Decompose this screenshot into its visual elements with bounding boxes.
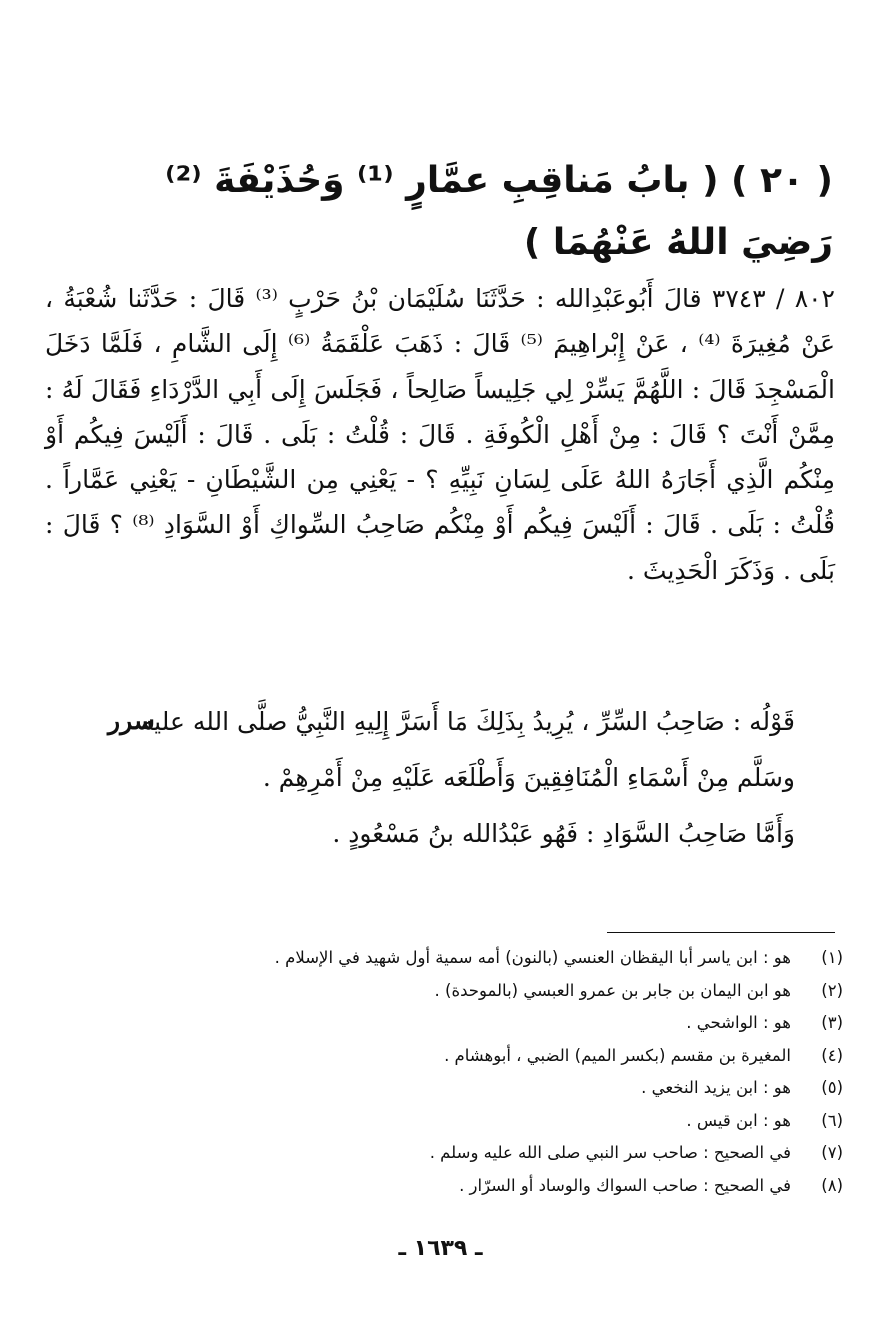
footnote <box>123 942 843 975</box>
footnote-number: (٨) <box>821 1175 843 1195</box>
footnote-number: (٧) <box>821 1143 843 1162</box>
footnote-number: (١) <box>821 948 843 967</box>
footnote-number: (٥) <box>821 1078 843 1097</box>
chapter-heading: ( ٢٠ ) ( بابُ مَناقِبِ عمَّارٍ ⁽¹⁾ وَحُذَيْفَةَ ⁽²⁾ رَضِيَ اللهُ عَنْهُمَا ) <box>165 160 833 263</box>
commentary <box>135 694 835 862</box>
commentary-line-2: وَأَمَّا صَاحِبُ السَّوَادِ : فَهُو عَبْدُالله بنُ مَسْعُودٍ . <box>332 819 795 848</box>
commentary-line-1: قَوْلُه : صَاحِبُ السِّرِّ ، يُرِيدُ بِذَلِكَ مَا أَسَرَّ إِلِيهِ النَّبِيُّ صلَّى الله عليه وسَلَّم مِنْ أَسْمَاءِ الْمُنَافِقِينَ وَأَطْلَعَه عَلَيْهِ مِنْ أَمْرِهِمْ . <box>140 707 795 792</box>
footnote-number: (٣) <box>821 1013 843 1032</box>
footnote-text: هو : ابن قيس . <box>686 1110 791 1130</box>
footnote-text: هو : ابن يزيد النخعي . <box>641 1078 791 1097</box>
page-number: ـ ١٦٣٩ ـ <box>398 1236 483 1261</box>
footnote-text: في الصحيح : صاحب السواك والوساد أو السرّار . <box>459 1175 791 1195</box>
footnote-text: المغيرة بن مقسم (بكسر الميم) الضبي ، أبوهشام . <box>444 1045 791 1065</box>
footnote-text: هو : الواشحي . <box>686 1013 791 1032</box>
footnote-number: (٤) <box>821 1045 843 1065</box>
footnotes <box>123 942 843 1202</box>
footnote <box>123 1072 843 1105</box>
hadith-text: ٨٠٢ / ٣٧٤٣ قالَ أَبُوعَبْدِالله : حَدَّثَنَا سُلَيْمَان بْنُ حَرْبٍ ⁽³⁾ قَالَ : حَدَّثَنا شُعْبَةُ ، عَنْ مُغِيرَةَ ⁽⁴⁾ ، عَنْ إِبْراهِيمَ ⁽⁵⁾ قَالَ : ذَهَبَ عَلْقَمَةُ ⁽⁶⁾ إِلَى الشَّامِ ، فَلَمَّا دَخَلَ الْمَسْجِدَ قَالَ : اللَّهُمَّ يَسِّرْ لِي جَلِيساً صَالِحاً ، فَجَلَسَ إِلَى أَبِي الدَّرْدَاءِ فَقَالَ لَهُ : مِمَّنْ أَنْتَ ؟ قَالَ : مِنْ أَهْلِ الْكُوفَةِ . قَالَ : قُلْتُ : بَلَى . قَالَ : أَلَيْسَ فِيكُم أَوْ مِنْكُم الَّذِي أَجَارَهُ اللهُ عَلَى لِسَانِ نَبِيِّهِ ؟ - يَعْنِي مِن الشَّيْطَانِ - يَعْنِي عَمَّاراً . قُلْتُ : بَلَى . قَالَ : أَلَيْسَ فِيكُم أَوْ مِنْكُم صَاحِبُ السِّواكِ أَوْ السَّوَادِ ⁽⁸⁾ ؟ قَالَ : بَلَى . وَذَكَرَ الْحَدِيثَ . <box>45 284 836 585</box>
footnote <box>123 1007 843 1040</box>
footnote <box>123 1170 843 1203</box>
footnote-text: هو ابن اليمان بن جابر بن عمرو العبسي (بالموحدة) . <box>434 980 791 1000</box>
footnote-divider <box>607 932 835 933</box>
footnote <box>123 1105 843 1138</box>
margin-keyword: سرر <box>108 706 155 735</box>
footnote <box>123 1137 843 1170</box>
footnote <box>123 1040 843 1073</box>
footnote-text: في الصحيح : صاحب سر النبي صلى الله عليه وسلم . <box>429 1143 791 1162</box>
footnote-text: هو : ابن ياسر أبا اليقظان العنسي (بالنون) أمه سمية أول شهيد في الإسلام . <box>274 948 791 967</box>
footnote <box>123 975 843 1008</box>
footnote-number: (٦) <box>821 1110 843 1130</box>
footnote-number: (٢) <box>821 980 843 1000</box>
